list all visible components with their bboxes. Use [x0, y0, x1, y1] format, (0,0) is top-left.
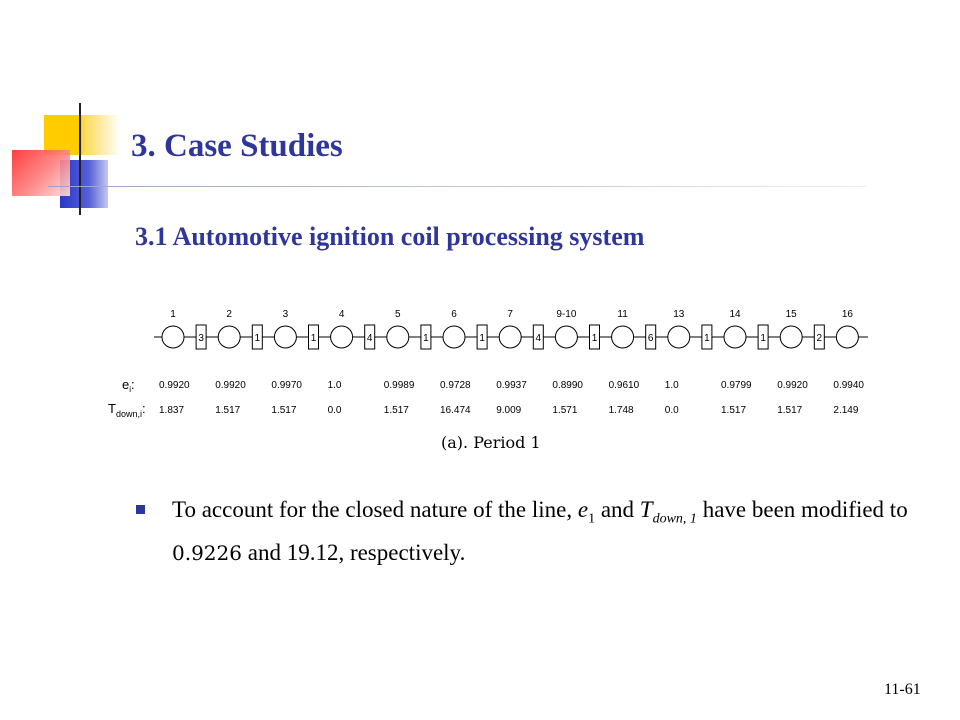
efficiency-value: 0.9940	[833, 380, 864, 391]
machine-circle	[443, 326, 465, 348]
bullet-marker	[136, 505, 145, 514]
downtime-value: 0.0	[664, 405, 679, 416]
efficiency-value: 0.9610	[608, 380, 640, 391]
machine-label: 7	[507, 309, 513, 320]
downtime-value: 1.837	[159, 405, 185, 416]
downtime-value: 1.517	[215, 405, 241, 416]
machine-circle	[274, 326, 296, 348]
title-underline	[48, 186, 866, 187]
machine-circle	[331, 326, 353, 348]
page-number: 11-61	[884, 681, 921, 698]
machine-label: 9-10	[556, 309, 577, 320]
vertical-rule	[79, 103, 81, 215]
efficiency-value: 0.9989	[383, 380, 415, 391]
machine-label: 6	[451, 309, 457, 320]
machine-label: 16	[841, 309, 853, 320]
efficiency-value: 0.9920	[215, 380, 246, 391]
buffer-capacity: 1	[423, 333, 429, 344]
downtime-value: 1.571	[552, 405, 578, 416]
buffer-capacity: 1	[704, 333, 710, 344]
machine-label: 11	[617, 309, 628, 320]
machine-circle	[387, 326, 409, 348]
downtime-value: 2.149	[833, 405, 859, 416]
downtime-values	[159, 405, 859, 416]
machine-label: 1	[170, 309, 176, 320]
buffer-capacity: 6	[647, 333, 654, 344]
bullet-text: To account for the closed nature of the line, $e_1$ and $T_{down, 1}$ have been modified to 0.9226 and 19.12, respectively.	[172, 497, 908, 565]
downtime-value: 1.517	[777, 405, 803, 416]
downtime-value: 1.517	[721, 405, 747, 416]
machines	[162, 309, 858, 348]
buffer-capacity: 2	[816, 333, 823, 344]
machine-circle	[780, 326, 802, 348]
production-line-diagram	[100, 300, 880, 422]
downtime-row-label: $T_{down,i}$:	[108, 401, 146, 419]
downtime-value: 1.748	[608, 405, 634, 416]
buffer-capacity: 4	[535, 333, 542, 344]
downtime-value: 1.517	[383, 405, 409, 416]
buffer-capacity: 1	[760, 333, 766, 344]
diagram-caption: (a). Period 1	[441, 433, 541, 452]
efficiency-row-label: $e_i$:	[122, 377, 135, 394]
machine-circle	[162, 326, 184, 348]
yellow-square	[44, 115, 82, 155]
machine-label: 13	[673, 309, 685, 320]
efficiency-value: 0.9937	[496, 380, 527, 391]
efficiency-value: 1.0	[664, 380, 679, 391]
buffer-capacity: 1	[310, 333, 317, 344]
slide-subtitle: 3.1 Automotive ignition coil processing system	[135, 222, 645, 251]
machine-label: 4	[338, 309, 345, 320]
machine-circle	[668, 326, 690, 348]
efficiency-value: 0.9920	[777, 380, 808, 391]
efficiency-value: 0.9920	[159, 380, 190, 391]
efficiency-value: 0.9728	[440, 380, 471, 391]
buffer-capacity: 4	[366, 333, 373, 344]
machine-label: 2	[226, 309, 232, 320]
efficiency-value: 0.8990	[552, 380, 583, 391]
red-square	[12, 150, 70, 196]
downtime-value: 16.474	[440, 405, 471, 416]
machine-label: 5	[395, 309, 401, 320]
buffer-capacity: 1	[254, 333, 261, 344]
machine-circle	[555, 326, 577, 348]
machine-circle	[499, 326, 521, 348]
machine-label: 15	[785, 309, 797, 320]
machine-circle	[612, 326, 634, 348]
downtime-value: 9.009	[496, 405, 522, 416]
efficiency-value: 1.0	[327, 380, 342, 391]
efficiency-values	[159, 380, 864, 391]
machine-circle	[724, 326, 746, 348]
machine-label: 3	[282, 309, 289, 320]
downtime-value: 1.517	[271, 405, 297, 416]
efficiency-value: 0.9970	[271, 380, 302, 391]
slide-title: 3. Case Studies	[131, 128, 343, 164]
decorative-logo	[0, 0, 130, 220]
machine-circle	[218, 326, 240, 348]
buffer-capacity: 1	[479, 333, 485, 344]
yellow-square-fade	[82, 115, 120, 155]
machine-label: 14	[729, 309, 741, 320]
buffer-capacity: 3	[198, 333, 204, 344]
machine-circle	[836, 326, 858, 348]
downtime-value: 0.0	[327, 405, 342, 416]
buffer-capacity: 1	[591, 333, 598, 344]
efficiency-value: 0.9799	[721, 380, 752, 391]
